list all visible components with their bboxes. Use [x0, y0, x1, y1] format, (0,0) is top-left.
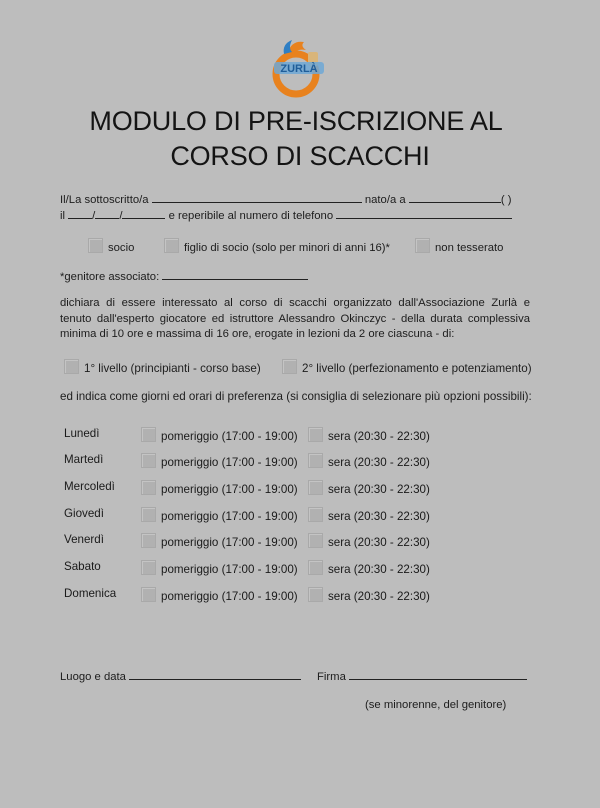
zurla-logo [266, 36, 330, 100]
birth-month-field[interactable] [95, 208, 119, 219]
parent-field[interactable] [162, 269, 308, 280]
day-label: Venerdì [64, 533, 104, 546]
place-date-label: Luogo e data [60, 671, 126, 683]
option-label: pomeriggio (17:00 - 19:00) [161, 563, 298, 576]
option-label: socio [108, 242, 135, 254]
checkbox[interactable] [308, 533, 323, 548]
option-label: sera (20:30 - 22:30) [328, 590, 430, 603]
parent-row [60, 269, 308, 283]
checkbox[interactable] [308, 587, 323, 602]
option-label: sera (20:30 - 22:30) [328, 456, 430, 469]
declaration-line: minima di 10 ore e massima di 16 ore, erogate in lezioni da 2 ore ciascuna - di: [60, 328, 455, 340]
level-option-2[interactable] [282, 359, 532, 375]
evening-option[interactable] [308, 560, 430, 576]
option-label: pomeriggio (17:00 - 19:00) [161, 483, 298, 496]
minor-note: (se minorenne, del genitore) [365, 699, 507, 711]
checkbox[interactable] [282, 359, 297, 374]
checkbox[interactable] [308, 560, 323, 575]
birth-day-field[interactable] [68, 208, 92, 219]
afternoon-option[interactable] [141, 453, 298, 469]
evening-option[interactable] [308, 453, 430, 469]
checkbox[interactable] [308, 507, 323, 522]
date-separator: / [92, 210, 96, 222]
option-label: sera (20:30 - 22:30) [328, 536, 430, 549]
evening-option[interactable] [308, 427, 430, 443]
preference-intro: ed indica come giorni ed orari di preferenza (si consiglia di selezionare più opzioni possibili): [60, 390, 532, 403]
checkbox[interactable] [141, 533, 156, 548]
option-label: pomeriggio (17:00 - 19:00) [161, 430, 298, 443]
phone-label: e reperibile al numero di telefono [168, 210, 334, 222]
signature-field[interactable] [349, 669, 527, 680]
name-field[interactable] [152, 192, 362, 203]
option-label: pomeriggio (17:00 - 19:00) [161, 590, 298, 603]
option-label: sera (20:30 - 22:30) [328, 563, 430, 576]
option-label: pomeriggio (17:00 - 19:00) [161, 536, 298, 549]
checkbox[interactable] [141, 427, 156, 442]
birthplace-field[interactable] [409, 192, 501, 203]
checkbox[interactable] [164, 238, 179, 253]
day-label: Lunedì [64, 427, 100, 440]
signature-row [317, 669, 527, 683]
checkbox[interactable] [88, 238, 103, 253]
option-label: 1° livello (principianti - corso base) [84, 362, 261, 375]
membership-option-figlio[interactable] [164, 238, 390, 254]
option-label: non tesserato [435, 242, 504, 254]
declaration-paragraph [60, 296, 530, 343]
membership-option-socio[interactable] [88, 238, 134, 254]
afternoon-option[interactable] [141, 587, 298, 603]
declaration-line: tenuto dall'esperto giocatore ed istruttore Alessandro Okinczyc - della durata complessiva [60, 312, 530, 325]
place-date-field[interactable] [129, 669, 301, 680]
afternoon-option[interactable] [141, 560, 298, 576]
phone-field[interactable] [336, 208, 512, 219]
checkbox[interactable] [141, 587, 156, 602]
place-date-row [60, 669, 301, 683]
day-label: Martedì [64, 453, 104, 466]
option-label: sera (20:30 - 22:30) [328, 430, 430, 443]
checkbox[interactable] [415, 238, 430, 253]
signature-label: Firma [317, 671, 346, 683]
option-label: sera (20:30 - 22:30) [328, 483, 430, 496]
afternoon-option[interactable] [141, 427, 298, 443]
date-prefix: il [60, 210, 66, 222]
afternoon-option[interactable] [141, 507, 298, 523]
afternoon-option[interactable] [141, 533, 298, 549]
level-option-1[interactable] [64, 359, 261, 375]
checkbox[interactable] [141, 507, 156, 522]
option-label: pomeriggio (17:00 - 19:00) [161, 456, 298, 469]
checkbox[interactable] [308, 453, 323, 468]
checkbox[interactable] [141, 480, 156, 495]
option-label: figlio di socio (solo per minori di anni 16)* [184, 242, 390, 254]
day-label: Domenica [64, 587, 117, 600]
evening-option[interactable] [308, 507, 430, 523]
checkbox[interactable] [141, 560, 156, 575]
option-label: 2° livello (perfezionamento e potenziamento) [302, 362, 532, 375]
undersigned-label: Il/La sottoscritto/a [60, 194, 149, 206]
logo-text: ZURLÀ [280, 63, 318, 75]
day-label: Giovedì [64, 507, 104, 520]
page-title-line1: MODULO DI PRE-ISCRIZIONE AL [89, 106, 503, 136]
evening-option[interactable] [308, 480, 430, 496]
birth-year-field[interactable] [122, 208, 165, 219]
day-label: Mercoledì [64, 480, 115, 493]
born-label: nato/a a [364, 194, 406, 206]
membership-option-non-tesserato[interactable] [415, 238, 503, 254]
date-separator: / [119, 210, 123, 222]
evening-option[interactable] [308, 533, 430, 549]
afternoon-option[interactable] [141, 480, 298, 496]
parent-label: *genitore associato: [60, 271, 160, 283]
checkbox[interactable] [141, 453, 156, 468]
declaration-line: dichiara di essere interessato al corso di scacchi organizzato dall'Associazione Zurlà e [60, 297, 530, 309]
option-label: pomeriggio (17:00 - 19:00) [161, 510, 298, 523]
evening-option[interactable] [308, 587, 430, 603]
day-label: Sabato [64, 560, 101, 573]
checkbox[interactable] [64, 359, 79, 374]
undersigned-row [60, 192, 511, 206]
checkbox[interactable] [308, 480, 323, 495]
page-title-line2: CORSO DI SCACCHI [170, 141, 430, 171]
date-phone-row [60, 208, 512, 222]
option-label: sera (20:30 - 22:30) [328, 510, 430, 523]
province-field[interactable]: ( ) [500, 194, 512, 206]
checkbox[interactable] [308, 427, 323, 442]
